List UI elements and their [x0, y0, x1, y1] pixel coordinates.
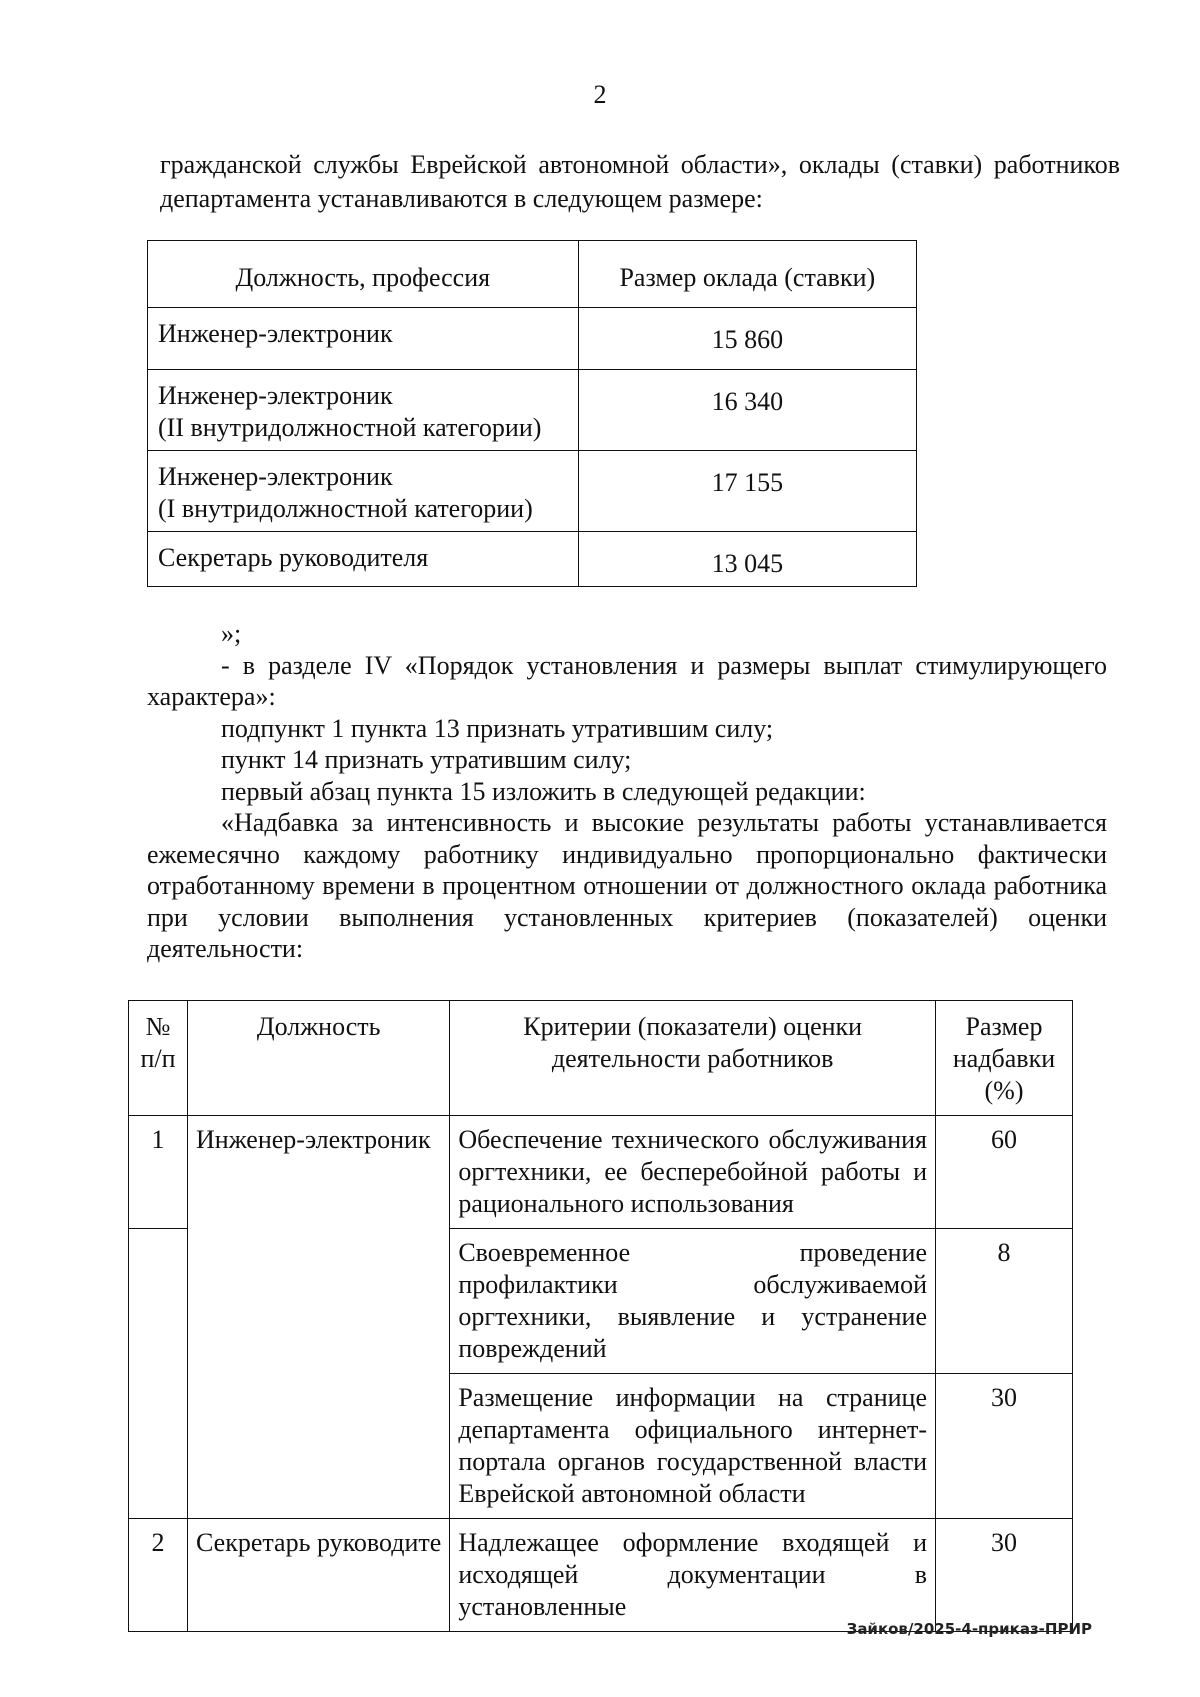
- position-cell: [188, 1229, 450, 1374]
- bonus-table: [128, 1000, 1073, 1632]
- salary-cell: 16 340: [578, 370, 916, 451]
- table-row: [129, 1519, 1073, 1632]
- table-row: [129, 1229, 1073, 1374]
- table-row: [148, 451, 917, 532]
- size-cell: 30: [936, 1519, 1073, 1632]
- num-cell: [129, 1374, 188, 1519]
- salary-table-header: [148, 241, 917, 308]
- size-cell: 8: [936, 1229, 1073, 1374]
- num-cell: [129, 1229, 188, 1374]
- body-text: [147, 618, 1107, 965]
- paragraph-point-15: первый абзац пункта 15 изложить в следующей редакции:: [221, 776, 866, 806]
- position-cell: Инженер-электроник (II внутридолжностной категории): [148, 370, 579, 451]
- salary-cell: 17 155: [578, 451, 916, 532]
- header-num: № п/п: [129, 1001, 188, 1116]
- size-cell: 30: [936, 1374, 1073, 1519]
- header-criteria: Критерии (показатели) оценки деятельности работников: [450, 1001, 936, 1116]
- criteria-cell: Обеспечение технического обслуживания оргтехники, ее бесперебойной работы и рационального использования: [450, 1116, 936, 1229]
- table-row: [148, 532, 917, 587]
- criteria-cell: Своевременное проведение профилактики обслуживаемой оргтехники, выявление и устранение повреждений: [450, 1229, 936, 1374]
- page-number: 2: [593, 80, 607, 109]
- criteria-cell: Размещение информации на странице департамента официального интернет-портала органов государственной власти Еврейской автономной области: [450, 1374, 936, 1519]
- intro-paragraph: гражданской службы Еврейской автономной области», оклады (ставки) работников департамента устанавливаются в следующем размере:: [160, 150, 1120, 213]
- header-position: Должность: [188, 1001, 450, 1116]
- paragraph-subpoint-13: подпункт 1 пункта 13 признать утратившим силу;: [221, 713, 774, 743]
- header-size: Размер надбавки (%): [936, 1001, 1073, 1116]
- table-row: [129, 1116, 1073, 1229]
- paragraph-section-iv: - в разделе IV «Порядок установления и размеры выплат стимулирующего характера»:: [147, 650, 1107, 711]
- header-salary: Размер оклада (ставки): [578, 241, 916, 308]
- salary-cell: 13 045: [578, 532, 916, 587]
- num-cell: 1: [129, 1116, 188, 1229]
- position-cell: Инженер-электроник: [148, 308, 579, 370]
- paragraph-bonus: «Надбавка за интенсивность и высокие результаты работы устанавливается ежемесячно каждому работнику индивидуально пропорционально фактически отработанному времени в процентном отношении от должностного оклада работника при условии выполнения установленных критериев (показателей) оценки деятельности:: [147, 808, 1107, 963]
- position-cell: Секретарь руководите: [188, 1519, 450, 1632]
- size-cell: 60: [936, 1116, 1073, 1229]
- bonus-table-header: [129, 1001, 1073, 1116]
- paragraph-point-14: пункт 14 признать утратившим силу;: [221, 745, 632, 774]
- table-row: [129, 1374, 1073, 1519]
- criteria-cell: Надлежащее оформление входящей и исходящей документации в установленные: [450, 1519, 936, 1632]
- position-cell: Секретарь руководителя: [148, 532, 579, 587]
- position-cell: Инженер-электроник (I внутридолжностной категории): [148, 451, 579, 532]
- quote-close: »;: [221, 619, 242, 648]
- salary-table: [147, 240, 917, 587]
- salary-cell: 15 860: [578, 308, 916, 370]
- num-cell: 2: [129, 1519, 188, 1632]
- header-position: Должность, профессия: [148, 241, 579, 308]
- document-code: Зайков/2025-4-приказ-ПРИР: [846, 1620, 1092, 1638]
- table-row: [148, 308, 917, 370]
- table-row: [148, 370, 917, 451]
- position-cell: Инженер-электроник: [188, 1116, 450, 1229]
- position-cell: [188, 1374, 450, 1519]
